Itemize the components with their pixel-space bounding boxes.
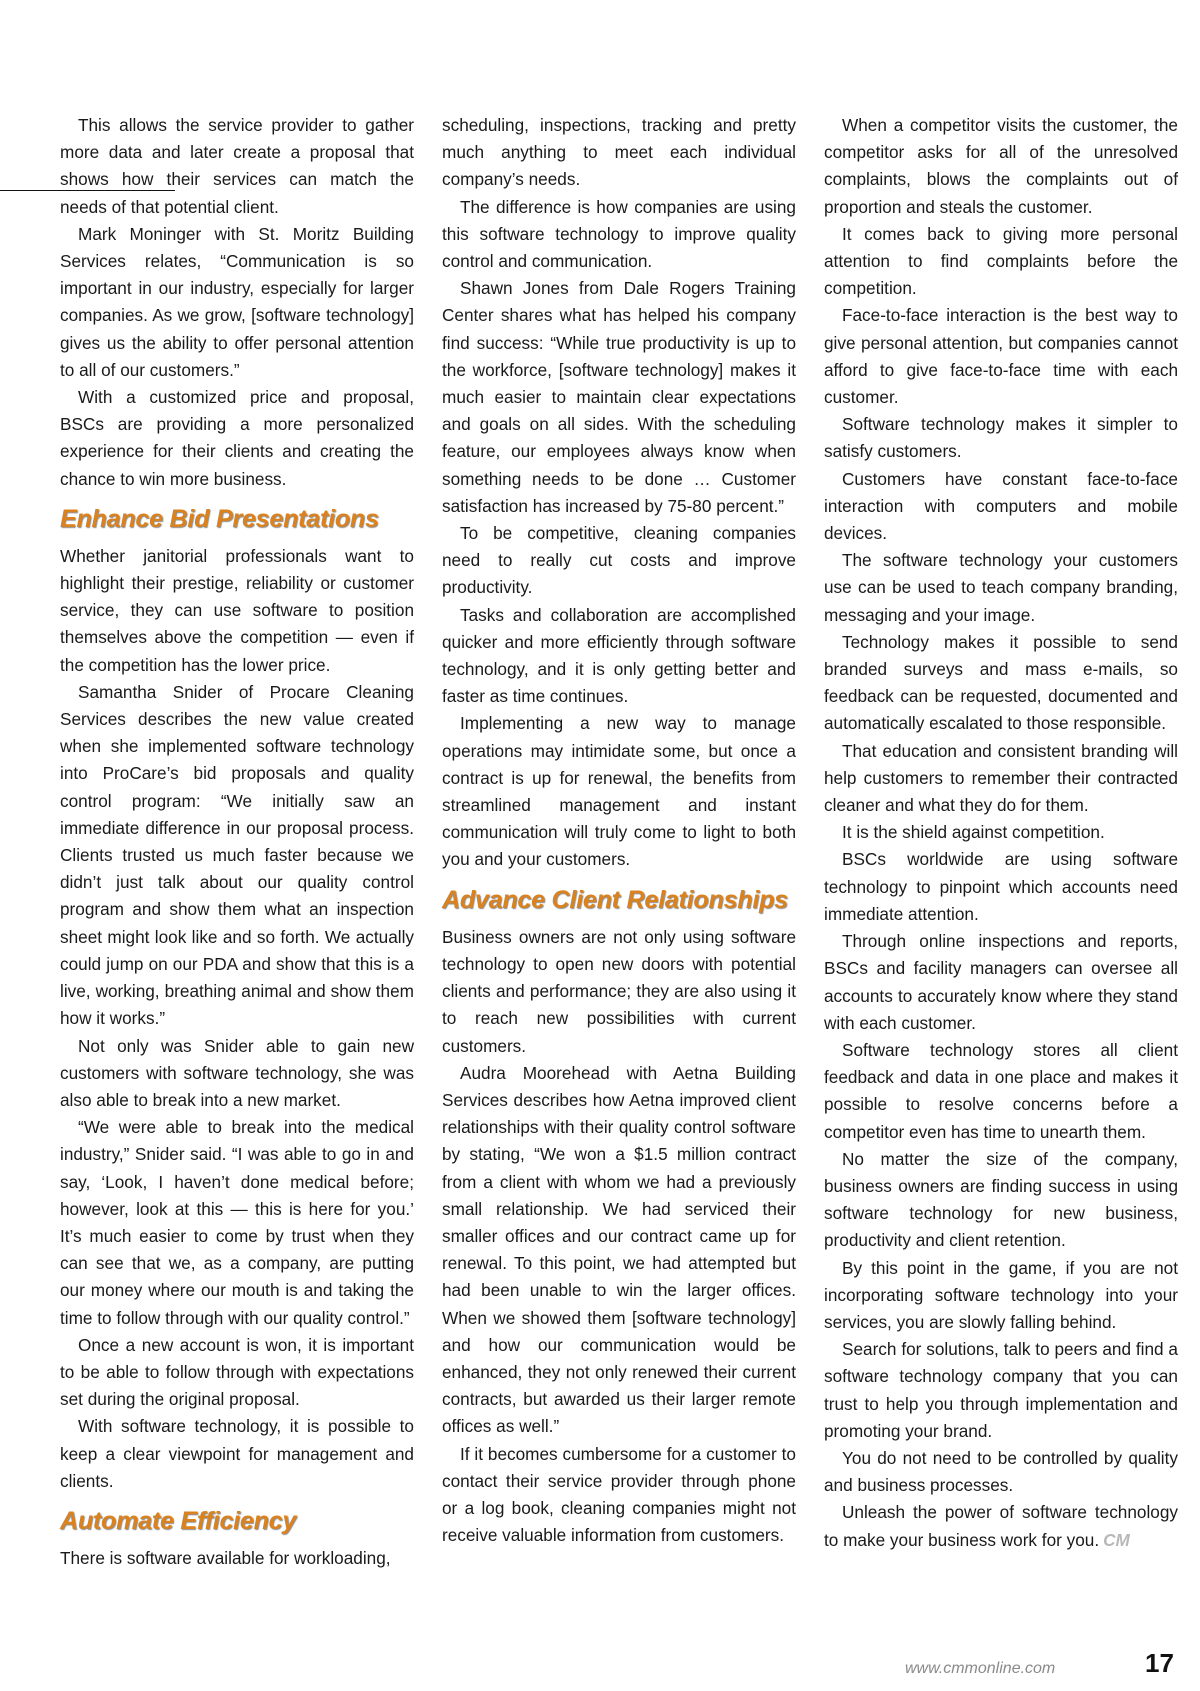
paragraph: You do not need to be controlled by quality and business processes.	[824, 1447, 1178, 1496]
section-heading-enhance-bid-presentations: Enhance Bid Presentations	[60, 504, 379, 533]
paragraph: Shawn Jones from Dale Rogers Training Center shares what has helped his company find success: “While true productivity is up to the workforce, [software technology] makes it much easier to maintain clear expectations and goals on all sides. With the scheduling feature, our employees always know when something needs to be done … Customer satisfaction has increased by 75-80 percent.”	[442, 278, 796, 516]
paragraph: Software technology stores all client feedback and data in one place and makes it possible to resolve concerns before a competitor even has time to unearth them.	[824, 1039, 1178, 1142]
paragraph: It is the shield against competition.	[842, 822, 1105, 843]
paragraph: When a competitor visits the customer, the competitor asks for all of the unresolved complaints, blows the complaints out of proportion and steals the customer.	[824, 115, 1178, 217]
paragraph: Whether janitorial professionals want to highlight their prestige, reliability or customer service, they can use software to position themselves above the competition — even if the competition has the lower price.	[60, 545, 414, 675]
paragraph: Once a new account is won, it is important to be able to follow through with expectations set during the original proposal.	[60, 1334, 414, 1410]
paragraph: Technology makes it possible to send branded surveys and mass e-mails, so feedback can be requested, documented and automatically escalated to those responsible.	[824, 631, 1178, 734]
footer-url: www.cmmonline.com	[905, 1660, 1056, 1677]
paragraph: Audra Moorehead with Aetna Building Services describes how Aetna improved client relationships with their quality control software by stating, “We won a $1.5 million contract from a client with whom we had a previously small relationship. We had serviced their smaller offices and our contract came up for renewal. To this point, we had attempted but had been unable to win the larger offices. When we showed them [software technology] and how our communication would be enhanced, they not only renewed their current contracts, but awarded us their larger remote offices as well.”	[442, 1062, 796, 1437]
paragraph: Software technology makes it simpler to satisfy customers.	[824, 414, 1178, 462]
paragraph: If it becomes cumbersome for a customer to contact their service provider through phone or a log book, cleaning companies might not receive valuable information from customers.	[442, 1443, 796, 1546]
paragraph: By this point in the game, if you are not incorporating software technology into your services, you are slowly falling behind.	[824, 1257, 1178, 1332]
paragraph: That education and consistent branding will help customers to remember their contracted cleaner and what they do for them.	[824, 740, 1178, 816]
paragraph: “We were able to break into the medical industry,” Snider said. “I was able to go in and say, ‘Look, I haven’t done medical before; however, look at this — this is here for you.’ It’s much easier to come by trust when they can see that we, as a company, are putting our money where our mouth is and taking the time to follow through with our quality control.”	[60, 1117, 414, 1328]
paragraph: Face-to-face interaction is the best way to give personal attention, but companies cannot afford to give face-to-face time with each customer.	[824, 305, 1178, 408]
section-heading-automate-efficiency: Automate Efficiency	[60, 1506, 297, 1535]
paragraph: Business owners are not only using software technology to open new doors with potential clients and performance; they are also using it to reach new possibilities with current customers.	[442, 926, 796, 1056]
paragraph: Customers have constant face-to-face interaction with computers and mobile devices.	[824, 468, 1178, 544]
paragraph-text: Unleash the power of software technology to make your business work for you.	[824, 1502, 1178, 1550]
paragraph: With software technology, it is possible to keep a clear viewpoint for management and clients.	[60, 1416, 414, 1491]
paragraph: There is software available for workloading,	[60, 1547, 391, 1568]
page-number: 17	[1145, 1648, 1174, 1678]
paragraph: Search for solutions, talk to peers and find a software technology company that you can trust to help you through implementation and promoting your brand.	[824, 1339, 1178, 1441]
paragraph: The software technology your customers use can be used to teach company branding, messaging and your image.	[824, 550, 1178, 625]
paragraph: The difference is how companies are using this software technology to improve quality control and communication.	[442, 196, 796, 272]
paragraph: To be competitive, cleaning companies need to really cut costs and improve productivity.	[442, 523, 796, 598]
paragraph: Tasks and collaboration are accomplished quicker and more efficiently through software technology, and it is only getting better and faster as time continues.	[442, 604, 796, 707]
paragraph: Implementing a new way to manage operations may intimidate some, but once a contract is up for renewal, the benefits from streamlined management and instant communication will truly come to light to both you and your customers.	[442, 713, 796, 870]
end-mark: CM	[1103, 1529, 1130, 1550]
paragraph: scheduling, inspections, tracking and pretty much anything to meet each individual company’s needs.	[442, 115, 796, 190]
paragraph: Mark Moninger with St. Moritz Building Services relates, “Communication is so important in our industry, especially for larger companies. As we grow, [software technology] gives us the ability to offer personal attention to all of our customers.”	[60, 223, 414, 380]
paragraph: Samantha Snider of Procare Cleaning Services describes the new value created when she implemented software technology into ProCare’s bid proposals and quality control program: “We initially saw an immediate difference in our proposal process. Clients trusted us much faster because we didn’t just talk about our quality control program and show them what an inspection sheet might look like and so forth. We actually could jump on our PDA and show that this is a live, working, breathing animal and show them how it works.”	[60, 681, 414, 1029]
paragraph: Through online inspections and reports, BSCs and facility managers can oversee all accounts to accurately know where they stand with each customer.	[824, 931, 1178, 1033]
paragraph: It comes back to giving more personal attention to find complaints before the competition.	[824, 223, 1178, 299]
paragraph: Not only was Snider able to gain new customers with software technology, she was also able to break into a new market.	[60, 1035, 414, 1110]
article-column-2	[442, 112, 796, 1549]
section-heading-advance-client-relationships: Advance Client Relationships	[442, 885, 788, 914]
paragraph: No matter the size of the company, business owners are finding success in using software technology for new business, productivity and client retention.	[824, 1148, 1178, 1251]
paragraph: BSCs worldwide are using software technology to pinpoint which accounts need immediate attention.	[824, 849, 1178, 924]
paragraph: This allows the service provider to gather more data and later create a proposal that shows how their services can match the needs of that potential client.	[60, 115, 414, 217]
article-column-3	[824, 112, 1178, 1554]
paragraph: With a customized price and proposal, BSCs are providing a more personalized experience for their clients and creating the chance to win more business.	[60, 387, 414, 489]
article-column-1	[60, 112, 414, 1572]
final-paragraph	[824, 1499, 1178, 1553]
